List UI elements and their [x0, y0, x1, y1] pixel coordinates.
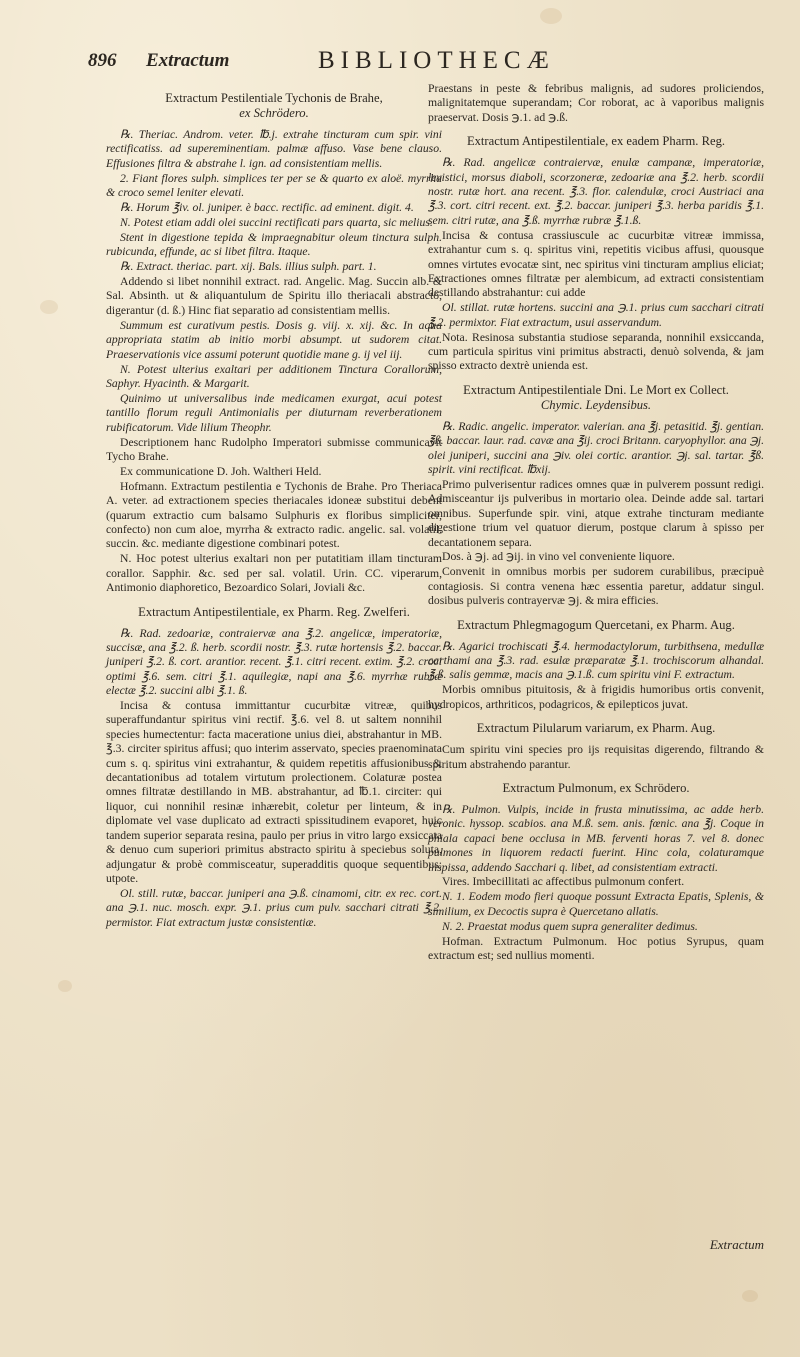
- body-text: Ex communicatione D. Joh. Waltheri Held.: [120, 464, 322, 478]
- running-word: Extractum: [146, 50, 230, 71]
- recipe-text: ℞. Pulmon. Vulpis, incide in frusta minutissima, ac adde herb. veronic. hyssop. scabios. ana M.ß. sem. anis. fœnic. ana ℥j. Coque in phiala capaci bene occlusa in MB. ferventi horas 7. vel 8. donec pulmones in liquorem redacti fuerint. Hinc cola, colaturamque inspissa, addendo Sacchari q. libet, ad consistentiam extracti.: [428, 802, 764, 874]
- note-text: N. Potest ulterius exaltari per additionem Tinctura Corallorum, Saphyr. Hyacinth. & Margarit.: [106, 362, 442, 390]
- note-text: Nota. Resinosa substantia studiose separanda, nonnihil exsiccanda, cum particula spiritus vini primitus abstracti, denuò solvenda, & jam spisso extracto dextrè unienda est.: [428, 330, 764, 373]
- recipe-text: ℞. Rad. zedoariæ, contraiervæ ana ℥.2. angelicæ, imperatoriæ, succisæ, ana ℥.2. ß. herb. scordii nostr. ℥.3. rutæ hortensis ℥.2. baccar. juniperi ℥.2. ß. cort. arantior. recent. ℥.1. citri recent. extim. ℥.2. croci optimi ℥.6. sem. citri ℥.1. aquilegiæ, napi ana ℥.6. myrrhæ rubræ electæ ℥.2. succini albi ℥.1. ß.: [106, 626, 442, 698]
- section-heading: Extractum Phlegmagogum Quercetani, ex Pharm. Aug.: [457, 617, 735, 632]
- foxing-spot: [58, 980, 72, 992]
- note-text: N. 1. Eodem modo fieri quoque possunt Extracta Epatis, Splenis, & similium, ex Decoctis supra è Quercetano allatis.: [428, 890, 764, 918]
- recipe-text: Ol. stillat. rutæ hortens. succini ana ℈.1. prius cum sacchari citrati ℥.2. permixtor. Fiat extractum, usui asservandum.: [428, 301, 764, 329]
- section-heading: Extractum Antipestilentiale, ex Pharm. Reg. Zwelferi.: [138, 604, 410, 619]
- section-heading: Extractum Antipestilentiale Dni. Le Mort ex Collect. Chymic. Leydensibus.: [463, 382, 729, 412]
- running-header: [88, 44, 768, 78]
- foxing-spot: [540, 8, 562, 24]
- page-title: BIBLIOTHECÆ: [318, 47, 555, 74]
- section-heading: Extractum Pilularum variarum, ex Pharm. Aug.: [476, 721, 716, 736]
- dosage-text: Dos. à ℈j. ad ℈ij. in vino vel conveniente liquore.: [442, 550, 675, 564]
- recipe-text: Ol. still. rutæ, baccar. juniperi ana ℈.ß. cinamomi, citr. ex rec. cort. ana ℈.1. nuc. mosch. expr. ℈.1. prius cum pulv. sacchari citrati ℥.2. permistor. Fiat extractum justæ consistentiæ.: [106, 886, 442, 929]
- section-heading: Extractum Antipestilentiale, ex eadem Pharm. Reg.: [466, 134, 726, 149]
- catchword: Extractum: [709, 1237, 764, 1252]
- page-number: 896: [88, 50, 117, 71]
- body-text: Praestans in peste & febribus malignis, ad sudores proliciendos, malignitatemque superandam; Cor roborat, ac à vaporibus malignis praeservat. Dosis ℈.1. ad ℈.ß.: [428, 82, 764, 124]
- body-text: Vires. Imbecillitati ac affectibus pulmonum confert.: [442, 875, 685, 889]
- recipe-text: 2. Fiant flores sulph. simplices ter per se & quarto ex aloë. myrrha & croco semel leniter elevati.: [106, 171, 442, 200]
- section-heading: Extractum Pulmonum, ex Schrödero.: [502, 780, 690, 795]
- body-text: Primo pulverisentur radices omnes quæ in pulverem possunt redigi. Admisceantur ijs pulveribus in mortario olea. Deinde adde sal. tartari omnibus. Superfunde spir. vini, atque extrahe tincturam mediante digestione trium vel quatuor dierum, postque clarum à spisso per decantationem separa.: [428, 477, 764, 549]
- recipe-text: ℞. Extract. theriac. part. xij. Bals. illius sulph. part. 1.: [120, 260, 377, 274]
- body-text: Descriptionem hanc Rudolpho Imperatori submisse communicavit Tycho Brahe.: [106, 435, 442, 463]
- instruction-text: Stent in digestione tepida & impraegnabitur oleum tinctura sulph. rubicunda, effunde, ac si libet filtra. Itaque.: [106, 230, 442, 259]
- recipe-text: ℞. Rad. angelicæ contraiervæ, enulæ campanæ, imperatoriæ, levistici, morsus diaboli, scorzoneræ, zedoariæ ana ℥.2. herb. scordii nostr. rutæ hort. ana recent. ℥.3. flor. calendulæ, croci Austriaci ana ℥.3. cort. citri recent. ext. ℥.2. baccar. juniperi ℥.3. herba paridis ℥.1. sem. citri rutæ, ana ℥.ß. myrrhæ rubræ ℥.1.ß.: [428, 156, 764, 227]
- dosage-text: Summum est curativum pestis. Dosis g. viij. x. xij. &c. In aqua appropriata statim ab initio morbi absumpt. ut sudorem citat. Praeservationis vice assumi poterunt quotidie mane g. ij vel iij.: [106, 318, 442, 361]
- recipe-text: ℞. Radic. angelic. imperator. valerian. ana ℥j. petasitid. ℥j. gentian. ℥ß. baccar. laur. rad. cavæ ana ℥ij. croci Britann. caryophyllor. ana ℈j. olei juniperi, succini ana ℈iv. olei cortic. arantior. ℈j. sal. tartar. ℥ß. spirit. vini rectificat. ℔xij.: [428, 419, 764, 477]
- body-text: Addendo si libet nonnihil extract. rad. Angelic. Mag. Succin alb. & Sal. Absinth. ut & aliquantulum de Spiritu illo theriacali abstracto, digerantur (d. ß.) Hinc fiat separatio ad consistentiam mellis.: [106, 275, 442, 317]
- note-text: N. 2. Praestat modus quem supra generaliter dedimus.: [442, 919, 698, 933]
- right-column: [428, 82, 764, 964]
- body-text: Incisa & contusa immittantur cucurbitæ vitreæ, quibus superaffundantur spiritus vini rectif. ℥.6. vel 8. ut saltem nonnihil species humectentur: facta maceratione unius diei, abstrahantur in MB. ℥.3. circiter spiritus affusi; quo interim asservato, species praenominata cum s. q. spiritus vini extrahantur, & quidem repetitis affusionibus & decantationibus ad totalem virtutum prolectionem. Colaturæ postea omnes filtratæ destillando in MB. abstrahantur, ad ℔.1. circiter: qui liquor, cui nonnihil resinæ inhærebit, coletur per linteum, & in diplomate vel vase duplicato ad extracti spissitudinem evaporet, huic tandem superior separata resina, paulo per prius in vitro largo exsiccata & denuo cum superiori primitus abstracto spiritu à speciebus soluta, adjungatur & probè commisceatur, superadditis quoque sequentibus: utpote.: [106, 699, 442, 885]
- foxing-spot: [40, 300, 58, 314]
- commentary-text: Hofman. Extractum Pulmonum. Hoc potius Syrupus, quam extractum est; sed nullius momenti.: [428, 934, 764, 962]
- body-text: Quinimo ut universalibus inde medicamen exurgat, acui potest tantillo florum reguli Antimonialis per diuturnam reverberationem rubificatorum. Vide lilium Theophr.: [106, 391, 442, 434]
- note-text: N. Potest etiam addi olei succini rectificati pars quarta, sic melius.: [120, 215, 433, 229]
- body-text: Cum spiritu vini species pro ijs requisitas digerendo, filtrando & spiritum abstrahendo parantur.: [428, 743, 764, 771]
- left-column: [106, 82, 442, 931]
- section-heading: Extractum Pestilentiale Tychonis de Brahe, ex Schrödero.: [165, 91, 383, 120]
- note-text: N. Hoc potest ulterius exaltari non per putatitiam illam tincturam corallor. Sapphir. &c. sed per sal. volatil. Urin. CC. viperarum, Antimonio diaphoretico, Bezoardico Solari, Joviali &c.: [106, 552, 442, 595]
- commentary-text: Hofmann. Extractum pestilentia e Tychonis de Brahe. Pro Theriaca A. veter. ad extractionem species theriacales idoneæ substitui debent (quarum extractio cum balsamo Sulphuris ex floribus simpliciter, confecto) non cum aloe, myrrha & extracto radic. angelic. sal. volatil. succin. &c. mediante digestione combinari potest.: [106, 479, 442, 551]
- recipe-text: ℞. Theriac. Androm. veter. ℔.j. extrahe tincturam cum spir. vini rectificatiss. ad supereminentiam. palmæ affuso. Vase bene clauso. Effusiones filtra & abstrahe l. ign. ad consistentiam mellis.: [106, 128, 442, 170]
- body-text: Convenit in omnibus morbis per sudorem curabilibus, præcipuè contagiosis. Si contra venena hæc essentia paretur, addatur singul. dosibus pulveris contrayervæ ℈j. & mira efficies.: [428, 565, 764, 608]
- body-text: Incisa & contusa crassiuscule ac cucurbitæ vitreæ immissa, extrahantur cum s. q. spiritus vini, repetitis vicibus affusi, quousque omnes virtutes evocatæ sint, nec spiritus vini tincturam amplius eliciat; Extractiones omnes filtratæ per alembicum, ad extracti consistentiam destillando abstrahantur: cui adde: [428, 228, 764, 300]
- foxing-spot: [742, 1290, 758, 1302]
- recipe-text: ℞. Horum ℥iv. ol. juniper. è bacc. rectific. ad eminent. digit. 4.: [120, 201, 414, 215]
- recipe-text: ℞. Agarici trochiscati ℥.4. hermodactylorum, turbithsena, medullæ carthami ana ℥.3. rad. esulæ præparatæ ℥.1. trochiscorum alhandal. ℥.ß. salis gemmæ, macis ana ℈.1.ß. cum spiritu vini F. extractum.: [428, 639, 764, 682]
- body-text: Morbis omnibus pituitosis, & à frigidis humoribus ortis convenit, hydropicos, arthriticos, podagricos, & epilepticos juvat.: [428, 683, 764, 711]
